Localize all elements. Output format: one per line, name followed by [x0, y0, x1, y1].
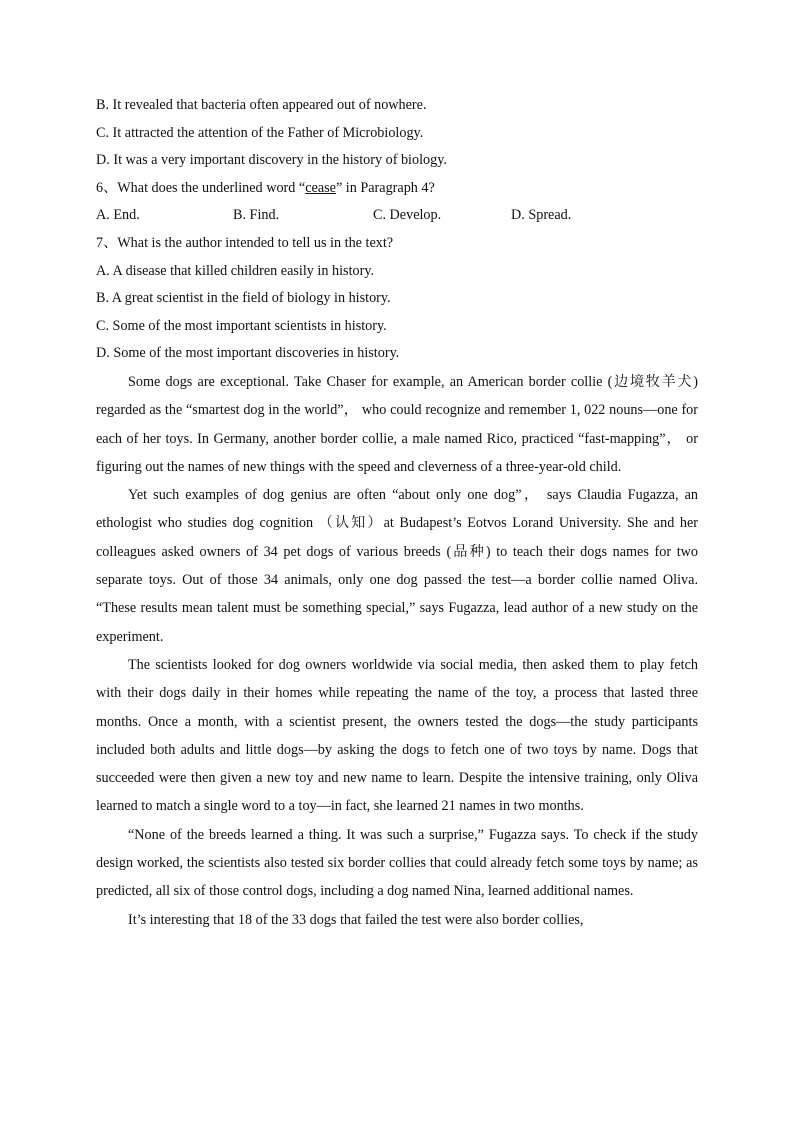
q6-option-b: B. Find.: [233, 207, 280, 224]
underlined-word: cease: [305, 179, 336, 196]
passage-paragraph-3: The scientists looked for dog owners worldwide via social media, then asked them to play fetch with their dogs daily in their homes while repeating the name of the toy, a process that lasted three months. Once a month, with a scientist present, the owners tested the dogs—the study participants included both adults and little dogs—by asking the dogs to fetch one of two toys by name. Dogs that succeeded were then given a new toy and new name to learn. Despite the intensive training, only Oliva learned to match a single word to a toy—in fact, she learned 21 names in two months.: [96, 656, 698, 815]
q5-option-d: D. It was a very important discovery in the history of biology.: [96, 152, 447, 169]
passage-paragraph-1: Some dogs are exceptional. Take Chaser for example, an American border collie (边境牧羊犬) regarded as the “smartest dog in the world”， who could recognize and remember 1, 022 nouns—one for each of her toys. In Germany, another border collie, a male named Rico, practiced “fast-mapping”， or figuring out the names of new things with the speed and cleverness of a three-year-old child.: [96, 373, 698, 475]
q5-option-b: B. It revealed that bacteria often appeared out of nowhere.: [96, 97, 427, 113]
q6-option-a: A. End.: [96, 207, 140, 224]
q7-option-a: A. A disease that killed children easily in history.: [96, 262, 375, 279]
q7-option-b: B. A great scientist in the field of biology in history.: [96, 290, 391, 307]
q6-option-c: C. Develop.: [373, 207, 442, 224]
passage-paragraph-5: It’s interesting that 18 of the 33 dogs that failed the test were also border collies,: [128, 911, 584, 928]
q6-stem: 6、What does the underlined word “cease” in Paragraph 4?: [96, 179, 435, 196]
document-page: [96, 92, 698, 934]
q7-option-c: C. Some of the most important scientists in history.: [96, 317, 387, 334]
q6-options: [96, 202, 698, 230]
q7-option-d: D. Some of the most important discoveries in history.: [96, 345, 400, 362]
q5-option-c: C. It attracted the attention of the Father of Microbiology.: [96, 124, 424, 141]
passage-paragraph-2: Yet such examples of dog genius are often “about only one dog”， says Claudia Fugazza, an ethologist who studies dog cognition （认知）at Budapest’s Eotvos Lorand University. She and her colleagues asked owners of 34 pet dogs of various breeds (品种) to teach their dogs names for two separate toys. Out of those 34 animals, only one dog passed the test—a border collie named Oliva. “These results mean talent must be something special,” says Fugazza, lead author of a new study on the experiment.: [96, 487, 698, 645]
q7-stem: 7、What is the author intended to tell us in the text?: [96, 234, 394, 251]
q6-option-d: D. Spread.: [511, 207, 572, 224]
passage-paragraph-4: “None of the breeds learned a thing. It was such a surprise,” Fugazza says. To check if the study design worked, the scientists also tested six border collies that could already fetch some toys by name; as predicted, all six of those control dogs, including a dog named Nina, learned additional names.: [96, 826, 698, 900]
